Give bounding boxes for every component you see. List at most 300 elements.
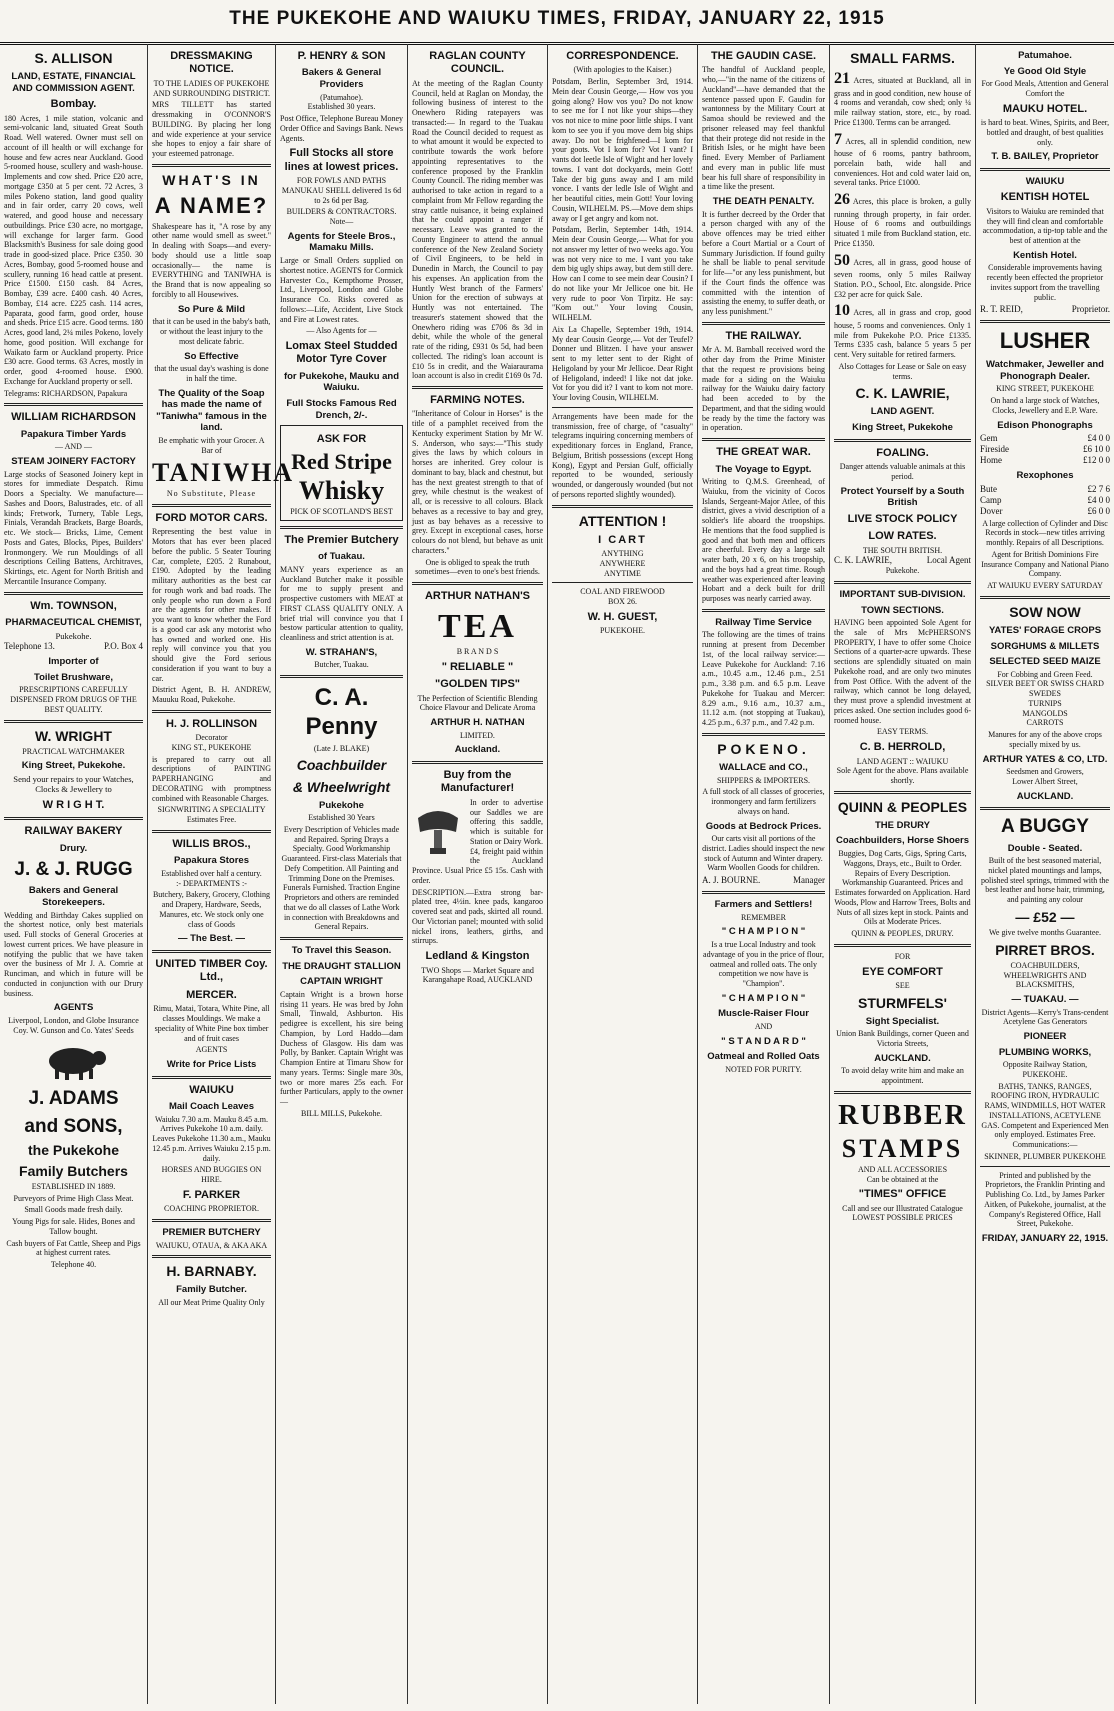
farming-title: FARMING NOTES. (430, 394, 525, 407)
buggy-price: — £52 — (1015, 908, 1075, 925)
buy-body: In order to advertise our Saddles we are offering this saddle, which is suitable for Station or Dairy Work. £4, freight paid within the Auckland Province. Usual Price £5 15s. Cash with order. (412, 797, 543, 885)
pure-heading: So Pure & Mild (177, 303, 246, 315)
dress-body: MRS TILLETT has started dressmaking in O'CONNOR'S BUILDING. By placing her long and wide experience at your service she hopes to enjoy a fair share of your esteemed patronage. (152, 100, 271, 159)
rexophone-price-list (980, 484, 1110, 517)
richardson-factory: STEAM JOINERY FACTORY (11, 456, 136, 468)
penny-body: Every Description of Vehicles made and Repaired. Spring Drays a Specialty. Good Workmanship Guaranteed. First-class Materials that Defy Competition. All Painting and Trimming Done on the Premises. Funerals Furnished. Traction Engine Proprietors and others are reminded that we do all classes of Lathe Work in connection with Breakdowns and General Repairs. (281, 824, 402, 932)
accessories: AND ALL ACCESSORIES (857, 1164, 948, 1174)
brands: B R A N D S (456, 647, 499, 657)
farm-cottages: Also Cottages for Lease or Sale on easy terms. (838, 361, 967, 381)
stallion-sub: CAPTAIN WRIGHT (300, 976, 383, 988)
telegrams: Telegrams: RICHARDSON, Papakura (4, 388, 128, 398)
bakery-place: Drury. (59, 842, 88, 854)
district-agents: District Agents—Kerry's Trans-cendent Acetylene Gas Generators (981, 1007, 1109, 1027)
stallion-body: Captain Wright is a brown horse rising 11 years. He was bred by John Small, Tinwald, Ashburton. His pedigree is excellent, his sire being Champion, by Lord Haddo—dam Duchess of Glasgow. His dam was Polly, by Banker. Captain Wright was Champion Entire at Timaru Show for many years. Terms: Single mare 30s, two or more mares 25s each. For further Particulars, apply to the owner— (280, 989, 403, 1107)
livestock-policy: LIVE STOCK POLICY (847, 512, 958, 525)
penny-coach: Coachbuilder (296, 757, 387, 774)
edison: Edison Phonographs (997, 419, 1093, 431)
quinn-sub2: Coachbuilders, Horse Shoers (835, 835, 970, 847)
issue-date: FRIDAY, JANUARY 22, 1915. (981, 1233, 1109, 1245)
wallace-boots: Goods at Bedrock Prices. (705, 820, 822, 832)
golden-tips: "GOLDEN TIPS" (435, 678, 520, 691)
penny-late: (Late J. BLAKE) (313, 743, 370, 753)
wallace-body2: Our carts visit all portions of the district. Ladies should inspect the new stock of Autumn and Winter drapery. Warm Woollen Goods for children. (702, 834, 825, 873)
muscle-raiser: Muscle-Raiser Flour (718, 1008, 809, 1020)
adams-sub: the Pukekohe (27, 1141, 120, 1158)
allison-body: 180 Acres, 1 mile station, volcanic and semi-volcanic land, situated Great South Road. Well watered. Owner must sell on account of ill health or will exchange for house and few acres near Auckland. Good 5-roomed house, scullery and wash-house. Implements and cow shed. Price £20 acre, mortgage £350 at 5 per cent. 72 Acres, 3 miles Pokeno station, land good quality and in fair order, carry 20 cows, well watered, and good house and necessary outbuildings. Price £30 acre, no mortgage, will exchange for larger farm. Good Blacksmith's Business for sale doing good trade in good-sized place. Price £350. 30 Acres, Bombay, good 5-roomed house and scullery, running 16 head cattle at present. Price £1500. £150 cash. 84 Acres, Bombay, £39 acre. £400 cash. 40 Acres, Bombay, £14 acre. £225 cash. 114 acres, Paparata, good farm, good order, house and sheds. Price £15 acre. Good terms. 180 Acres, good land, 2¼ miles Pokeno, lovely home, good position. Will exchange for Waikato farm or Auckland property. Price £30 acre. Good terms. 63 Acres, mostly in order, good 4-roomed house. £900. Exchange for Auckland property or sell. (4, 113, 143, 386)
nathan-name: ARTHUR H. NATHAN (430, 717, 525, 729)
pick-of-scotland: PICK OF SCOTLAND'S BEST (290, 507, 393, 517)
redstripe-ad (280, 425, 403, 521)
rollinson-body: is prepared to carry out all descriptions of PAINTING PAPERHANGING and DECORATING with promptness combined with Reasonable Charges. (152, 754, 271, 803)
stallion-title: To Travel this Season. (291, 945, 392, 957)
farmers-remember: REMEMBER (741, 912, 786, 922)
price-value: £4 0 0 (1087, 433, 1110, 444)
ford-agent: District Agent, B. H. ANDREW, Mauuku Road, Pukekohe. (152, 685, 271, 705)
column-3 (276, 44, 408, 1704)
ford-title: FORD MOTOR CARS. (155, 511, 268, 524)
mangolds: MANGOLDS (1022, 708, 1068, 718)
guest-name: W. H. GUEST, (587, 610, 658, 623)
gaudin-title: THE GAUDIN CASE. (710, 50, 817, 62)
farm2-body: Acres, all in splendid condition, new house of 6 rooms, pantry bathroom, porcelain bath, wide hall and conveniences. Hot and cold water laid on, several tanks. Price £1000. (834, 136, 972, 188)
farm4-num: 50 (834, 251, 850, 269)
price-item: Home (980, 455, 1002, 466)
willis-sub: Papakura Stores (174, 855, 249, 867)
lawrie-sub: LAND AGENT. (870, 406, 935, 418)
price-value: £12 0 0 (1083, 455, 1110, 466)
herrold-body: Sole Agent for the above. Plans available shortly. (836, 766, 969, 786)
barnaby-name: H. BARNABY. (166, 1263, 257, 1280)
war-title: THE GREAT WAR. (716, 446, 811, 459)
united-name: UNITED TIMBER Coy. Ltd., (155, 958, 268, 984)
premier-butchery: PREMIER BUTCHERY (162, 1226, 261, 1238)
farmers-title: Farmers and Settlers! (714, 899, 813, 911)
lawrie2-sub: Local Agent (926, 555, 971, 566)
sheep-illustration (37, 1041, 111, 1081)
townson-sub: PHARMACEUTICAL CHEMIST, (5, 617, 142, 629)
death-body: It is further decreed by the Order that a person charged with any of the above offences may be tried either before a Court Martial or a Court of Summary Jurisdiction. If found guilty he shall be liable to penal servitude for life—"or any less punishment, but if the Court finds the offence was committed with the intention of assisting the enemy, to suffer death, or any less punishment." (702, 209, 825, 317)
price-row (980, 484, 1110, 495)
ask-for: ASK FOR (316, 433, 367, 446)
herrold-name: C. B. HERROLD, (859, 741, 946, 754)
rugg-name: J. & J. RUGG (14, 859, 133, 881)
yates-sub: Seedsmen and Growers, (1006, 767, 1084, 777)
coal: COAL AND FIREWOOD (580, 587, 665, 597)
lawrie2-row (834, 555, 971, 566)
nathan-ltd: LIMITED. (460, 730, 495, 740)
foaling-title: FOALING. (876, 446, 929, 459)
price-row (980, 433, 1110, 444)
farm2-num: 7 (834, 130, 842, 148)
price-item: Gem (980, 433, 998, 444)
column-8 (976, 44, 1114, 1704)
lusher-saturday: AT WAIUKU EVERY SATURDAY (987, 581, 1103, 591)
mercer: MERCER. (186, 988, 237, 1001)
wallace-manager-row (702, 875, 825, 886)
swedes: SWEDES (1029, 689, 1061, 699)
kentish-body: Visitors to Waiuku are reminded that they will find clean and comfortable accommodation, a tip-top table and the best of attention at the (982, 206, 1108, 246)
corr-closing: Arrangements have been made for the transmission, free of charge, of "casualty" telegrams inquiring concerning members of expeditionary forces in England, France, Belgium, British possessions (except Hong Kong), Egypt and Persian Gulf, officially reported to be wounded, seriously wounded, or dangerously wounded (but not of persons reported slightly wounded). (552, 411, 693, 499)
henry-place: (Patumahoe). (320, 92, 363, 102)
united-price: Write for Price Lists (166, 1059, 257, 1070)
sight-place: AUCKLAND. (874, 1052, 931, 1064)
farm3-num: 26 (834, 191, 850, 209)
wright-to: W R I G H T. (42, 798, 105, 811)
cobbing: For Cobbing and Green Feed. (997, 669, 1093, 679)
sight-avoid: To avoid delay write him and make an appointment. (841, 1066, 964, 1086)
adams-sub2: Family Butchers (19, 1162, 128, 1179)
townson-phone: Telephone 13. (4, 641, 55, 652)
foaling-body: Danger attends valuable animals at this period. (839, 462, 966, 481)
edison-price-list (980, 433, 1110, 466)
lawrie-name: C. K. LAWRIE, (855, 385, 950, 402)
buggy-body: Built of the best seasoned material, nickel plated mountings and lamps, polished steel springs, trimmed with the best leather and horse hair, trimming, and painting any colour (981, 856, 1109, 905)
wallace-name: WALLACE and CO., (719, 762, 808, 774)
rollinson-est: Estimates Free. (186, 815, 237, 825)
lawrie2-place: Pukekohe. (885, 566, 920, 576)
rugg-sub: Bakers and General Storekeepers. (28, 885, 119, 909)
lusher-body: On hand a large stock of Watches, Clocks, Jewellery and E.P. Ware. (990, 396, 1100, 415)
box-26: BOX 26. (608, 597, 637, 607)
small-farms-title: SMALL FARMS. (850, 50, 955, 66)
wallace-bourne: A. J. BOURNE. (702, 875, 761, 886)
and: AND (754, 1021, 773, 1031)
effective-body: that the usual day's washing is done in half the time. (154, 364, 269, 383)
townson-body: PRESCRIPTIONS CAREFULLY DISPENSED FROM DRUGS OF THE BEST QUALITY. (10, 685, 137, 714)
skinner: SKINNER, PLUMBER PUKEKOHE (984, 1151, 1106, 1161)
choice: Choice Flavour and Delicate Aroma (419, 703, 536, 713)
farming-close: One is obliged to speak the truth sometimes—even to one's best friends. (415, 557, 540, 577)
yates-forage: YATES' FORAGE CROPS (988, 624, 1102, 636)
no-substitute: No Substitute, Please (166, 489, 257, 499)
farm1-body: Acres, situated at Buckland, all in grass and in good condition, new house of 4 rooms and verandah, cow shed; only ¼ mile railway station, store, etc., by road. Price £1300. Terms can be arranged. (834, 76, 971, 127)
subdiv-sub: TOWN SECTIONS. (861, 604, 944, 616)
adams-small-goods: Small Goods made fresh daily. (24, 1205, 123, 1215)
wallace-sub: SHIPPERS & IMPORTERS. (716, 775, 811, 785)
sturmfels: STURMFELS' (858, 994, 947, 1011)
subdiv-body: HAVING been appointed Sole Agent for the sale of Mrs McPHERSON'S PROPERTY, I have to offer some Choice Sections of a quarter-acre upwards. These sections are splendidly situated on main Pukekohe road, and are only two minutes from Post Office. With the advent of the railway, which cannot be long delayed, they must prove a splendid investment at prices asked. One section includes good 6-roomed house. (834, 618, 971, 725)
lomax-stock: Full Stocks Famous Red Drench, 2/-. (286, 398, 397, 421)
eye-for: FOR (894, 951, 911, 961)
adams-body: Purveyors of Prime High Class Meat. (13, 1193, 134, 1203)
yates-street: Lower Albert Street, (1012, 777, 1078, 787)
mauku-body: is hard to beat. Wines, Spirits, and Beer, bottled and draught, of best qualities only. (980, 118, 1110, 147)
premier-sub: WAIUKU, OTAUA, & AKA AKA (155, 1240, 268, 1250)
south-british: THE SOUTH BRITISH. (862, 545, 943, 555)
yates-name: ARTHUR YATES & CO, LTD. (982, 753, 1108, 765)
wright-place: King Street, Pukekohe. (21, 760, 126, 772)
saddle-illustration (412, 800, 464, 860)
henry-est: Established 30 years. (307, 102, 376, 112)
nathan-title: ARTHUR NATHAN'S (424, 590, 531, 603)
price-row (980, 455, 1110, 466)
willis-best: — The Best. — (177, 933, 246, 945)
a-name: A NAME? (154, 192, 269, 218)
adams-phone: Telephone 40. (50, 1260, 97, 1270)
rugg-body: Wedding and Birthday Cakes supplied on the shortest notice, only best materials used. Full stocks of General Groceries at lowest current prices. We have pleasure in notifying the public that we have taken over the business of Mr J. A. Comrie at Runciman, and which in future will be conducted in conjunction with our Drury business. (4, 910, 143, 998)
kentish2: Kentish Hotel. (1013, 249, 1077, 261)
corr-body2: Potsdam, Berlin, September 14th, 1914. Mein dear Cousin George,— What for you not answer my letter of two weeks ago. You was not very nice to me. I vant you take dem big ugly ships away, but dem still dere. How can I come to see mein dear Cousin? I do not like your Mr Jellicoe one bit. He very rude to poor Von Tirpitz. He say: "Kom out." Your loving Cousin, WILHELM. (552, 225, 693, 323)
column-5 (548, 44, 698, 1704)
henry-also: — Also Agents for — (306, 326, 377, 336)
lowest-prices: LOWEST POSSIBLE PRICES (852, 1213, 953, 1223)
parker-sub: COACHING PROPRIETOR. (164, 1204, 259, 1214)
wallace-mgr: Manager (793, 875, 825, 886)
column-6 (698, 44, 830, 1704)
raglan-body: At the meeting of the Raglan County Council, held at Raglan on Monday, the following business of interest to the Onewhero Riding ratepayers was transacted:— In regard to the Tuakau Road the Council decided to request as to what amount it would be expected to contribute towards the work before appointing representatives to the conference proposed by the Franklin County Council. The riding member was authorised to take action in regard to a complaint from Mr Fellow regarding the stray cattle nuisance, it being explained that he could appoint a ranger if necessary. Leave was granted to the County Engineer to attend the annual conference of the New Zealand Society of Civil Engineers, to be held in Dunedin in March, the Council to pay his expenses. An application from the Huntly West branch of the Farmers' Union for the erection of subways at Huntly was not entertained. The treasurer's statement showed that the Onewhero riding was £706 8s 3d in debit, while the whole of the general rate of the riding, £931 0s 5d, had been collected. The riding's loan account is £10 5s in credit, and the Waiaraurama loan account is also in credit £169 0s 7d. (412, 78, 543, 381)
henry-builders: BUILDERS & CONTRACTORS. Note— (286, 207, 397, 227)
penny-est: Established 30 Years (308, 813, 375, 823)
champion-body: Is a true Local Industry and took advantage of you in the price of flour, oatmeal and rolled oats. The only competition we now have is "Champion". (703, 940, 824, 989)
premier-tuakau-name: The Premier Butchery (284, 533, 399, 546)
lusher-body2: A large collection of Cylinder and Disc Records in stock—new titles arriving monthly. Repairs of all Descriptions. (982, 518, 1108, 548)
death-title: THE DEATH PENALTY. (712, 196, 815, 208)
ford-body: Representing the best value in Motors that has ever been placed before the public. 5 Seater Touring Car, complete, £205. 2 Runabout, £190. Adopted by the leading military authorities as the best car for rough work and bad roads. The only people who run down a Ford are the agents for other makes. If you want to know whether the Ford is a good car ask any motorist who has owned and worked one. His reply will convince you that you should give the Ford serious consideration if you want to buy a car. (152, 527, 271, 683)
price-item: Fireside (980, 444, 1009, 455)
eye-see: SEE (895, 980, 910, 990)
pirret-sub: COACHBUILDERS, WHEELWRIGHTS AND BLACKSMITHS, (1003, 960, 1087, 990)
corr-apology: (With apologies to the Kaiser.) (573, 65, 672, 75)
willis-body: Butchery, Bakery, Grocery, Clothing and Drapery, Hardware, Seeds, Manures, etc. We stock only one class of Goods (152, 890, 271, 929)
townson-contacts (4, 641, 143, 652)
manures: Manures for any of the above crops specially mixed by us. (988, 730, 1102, 749)
dress-sub: TO THE LADIES OF PUKEKOHE AND SURROUNDING DISTRICT. (153, 78, 270, 98)
protect: Protect Yourself by a South British (840, 485, 965, 509)
style-sub: For Good Meals, Attention and General Comfort the (981, 79, 1109, 98)
double-seated: Double - Seated. (1007, 842, 1083, 854)
anywhere: ANYWHERE (599, 558, 646, 568)
pirret: PIRRET BROS. (995, 941, 1095, 958)
mauku-hotel: MAUKU HOTEL. (1002, 102, 1088, 115)
lawrie-place: King Street, Pukekohe (852, 422, 953, 434)
dress-title: DRESSMAKING NOTICE. (170, 50, 253, 76)
pure-body: that it can be used in the baby's bath, or without the least injury to the most delicate fabric. (152, 317, 271, 346)
maize: SELECTED SEED MAIZE (989, 656, 1101, 668)
sight-body: Union Bank Buildings, corner Queen and Victoria Streets, (836, 1029, 969, 1049)
henry-full: Full Stocks all store lines at lowest prices. (284, 147, 399, 173)
lusher-agent: Agent for British Dominions Fire Insurance Company and National Piano Company. (981, 549, 1109, 579)
lawrie2-name: C. K. LAWRIE, (834, 555, 893, 566)
kentish-hotel: KENTISH HOTEL (1000, 191, 1090, 204)
redstripe: Red Stripe (291, 448, 392, 474)
stamps: STAMPS (841, 1134, 964, 1164)
rexophones: Rexophones (1016, 470, 1074, 482)
reliable: " RELIABLE " (441, 660, 514, 673)
quinn-close: QUINN & PEOPLES, DRURY. (851, 929, 954, 939)
adams-est: ESTABLISHED IN 1889. (31, 1181, 116, 1191)
subdiv-title: IMPORTANT SUB-DIVISION. (839, 588, 966, 600)
townson-place: Pukekohe. (55, 630, 92, 641)
farm4-body: Acres, all in grass, good house of seven rooms, only 5 miles Railway Station. P.O., School, Etc. alongside. Price £32 per acre for quick Sale. (834, 257, 971, 299)
quality-line: The Quality of the Soap has made the name of "Taniwha" famous in the land. (156, 387, 267, 434)
pirret-place: — TUAKAU. — (1011, 994, 1079, 1005)
corr-body: Potsdam, Berlin, September 3rd, 1914. Mein dear Cousin George,— How vos you going along? How vos you? Do not know to see me for I not like your ships—they vos not nice to mine poor little ships. I vant kom to see you if you move dem big ships away. Do not be frighfened—I kom for your goots. Vot I kom for? Vot I vant? I vants dot leetle Isle of Wight and her lovely towns. I vant dot dockyards, mein Gott! Take der big guns away and I am mild vonce. I vants der ledle Isle of Wight and her beautiful cities, mein Gott! Your loving Cousin, WILHELM. PS.—Move dem ships away or I get angry and kom not. (552, 77, 693, 223)
wright-name: W. WRIGHT (35, 727, 112, 744)
strahan-sub: Butcher, Tuakau. (314, 660, 369, 670)
champion: " C H A M P I O N " (721, 926, 806, 938)
farm5-body: Acres, all in grass and crop, good house, 5 rooms and conveniences. Only 1 mile from Pukekohe P.O. Price £1335. Terms £335 cash, balance 5 years 5 per cent. Very suitable for retired farmers. (834, 308, 971, 360)
farm1-num: 21 (834, 70, 850, 88)
price-value: £6 0 0 (1087, 505, 1110, 516)
i-cart: I CART (598, 533, 647, 546)
farming-body: "Inheritance of Colour in Horses" is the title of a pamphlet received from the Kentucky experiment Station by Mr W. S. Anderson, who says:—"This study gives the laws by which colours in horses are inherited. Grey colour is dominant to bay, black and chestnut, but has the next greatest strength to that of grey, while chestnut is the weakest of all, or is recessive to all colours. Black behaves as a recessive to bay and grey, just as bay behaves as a recessive to grey. Except in exceptional cases, horse colours do not blend, but behave as unit characters." (412, 409, 543, 555)
nathan-place: Auckland. (454, 744, 501, 756)
plumbing-sub: Opposite Railway Station, (1002, 1060, 1088, 1070)
turnips: TURNIPS (1028, 698, 1062, 708)
richardson-and: — AND — (55, 442, 92, 452)
rugg-agents-body: Liverpool, London, and Globe Insurance Coy. W. Gunson and Co. Yates' Seeds (8, 1015, 139, 1035)
willis-dept: :- DEPARTMENTS :- (176, 878, 247, 888)
barnaby-body: All our Meat Prime Quality Only (158, 1297, 265, 1307)
waiuku-body: Waiuku 7.30 a.m. Mauku 8.45 a.m. Arrives Pukekohe 10 a.m. daily. Leaves Pukekohe 11.30 a.m., Mauku 12.45 p.m. Arrives Waiuku 2.15 p.m. daily. (152, 1114, 271, 1163)
railway-body: Mr A. M. Barnball received word the other day from the Prime Minister that the request re provisions being made for a siding on the Waiuku railway for the Waiuku dairy factory had been acceded to by the Department, and that the siding would be ready by the time the factory was in operation. (702, 345, 825, 433)
raglan-title: RAGLAN COUNTY COUNCIL. (429, 50, 526, 76)
shakespeare-body: Shakespeare has it, "A rose by any other name would smell as sweet." In dealing with Soaps—and every-body should use a little soap occasionally— the name is EVERYTHING and TANIWHA is the Brand that is now appealing so forcibly to all Housewives. (152, 221, 271, 299)
lusher: LUSHER (999, 328, 1091, 354)
adams-name: J. ADAMS (28, 1088, 119, 1110)
timetable-title: Railway Time Service (715, 616, 812, 628)
quinn-sub: THE DRURY (874, 819, 931, 831)
richardson-body: Large stocks of Seasoned Joinery kept in stores for immediate Despatch. Rimu Doors a Specialty. We manufacture— Sashes and Doors, Balustrades, etc. of all kinds; Fretwork, Turnery, Table Legs, Finials, Verandah Brackets, Barge Boards, etc. We stock— Bricks, Lime, Cement Posts and Gates, Blocks, Pipes, Builders' Ironmongery. We run Mouldings of all descriptions Ceiling Battens, Architraves, Skirtings, etc. Agent for North British and Mercantile Insurance Company. (4, 469, 143, 586)
premier-tuakau-body: MANY years experience as an Auckland Butcher make it possible for me to supply present and prospective customers with MEAT at FIRST CLASS QUALITY ONLY. A brief trial will convince you that I bestow particular attention to quality, cleanliness and strict attention is at. (280, 564, 403, 643)
gaudin-body: The handful of Auckland people, who,—"in the name of the citizens of Auckland"—have demanded that the sentence passed upon F. Gaudin for wantonness by the Military Court at Samoa should be reviewed and the prisoner released may feel thankful that their protege did not reside in the British Isles, or he might have been fined. Every Member of Parliament and every man in public life must bear his full share of responsibility in a time like the present. (702, 65, 825, 192)
perfection: The Perfection of Scientific Blending (417, 693, 538, 703)
price-item: Bute (980, 483, 997, 494)
taniwha-brand: TANIWHA (152, 458, 295, 488)
richardson-sub: Papakura Timber Yards (20, 428, 127, 440)
effective-heading: So Effective (184, 350, 239, 362)
champion2: " C H A M P I O N " (721, 992, 806, 1004)
sorghums: SORGHUMS & MILLETS (990, 640, 1100, 652)
townson-importer: Importer of (48, 656, 99, 668)
rollinson-place: KING ST., PUKEKOHE (171, 742, 252, 752)
lusher-sub: Watchmaker, Jeweller and Phonograph Dealer. (986, 359, 1104, 382)
price-value: £6 10 0 (1083, 444, 1110, 455)
barnaby-sub: Family Butcher. (176, 1284, 247, 1296)
adams-pigs: Young Pigs for sale. Hides, Bones and Tallow bought. (12, 1217, 135, 1236)
whats-in: WHAT'S IN (162, 171, 261, 188)
bailey: T. B. BAILEY, Proprietor (991, 151, 1099, 163)
herrold-sub: LAND AGENT :: WAIUKU (856, 756, 949, 766)
war-sub: The Voyage to Egypt. (715, 463, 812, 475)
reid-sub: Proprietor. (1071, 304, 1110, 315)
rollinson-sub: Decorator (195, 733, 228, 743)
reid-name: R. T. REID, (980, 304, 1023, 315)
corr-body3: Aix La Chapelle, September 19th, 1914. My dear Cousin George,— Vot der Teufel? Donner und Blitzen. I have your answer sent to my letter sent to der Right of Heligoland by your Mr Jellicoe. Dear Right of Heligoland, indeed! I like not dat joke. Vot for you did it? I vant to kom not more. Your loving Cousin, WILHELM. (552, 324, 693, 403)
townson-box: P.O. Box 4 (103, 641, 143, 652)
masthead: THE PUKEKOHE AND WAIUKU TIMES, FRIDAY, JANUARY 22, 1915 (0, 0, 1114, 45)
standard: " S T A N D A R D " (721, 1035, 806, 1047)
henry-name: P. HENRY & SON (297, 50, 386, 62)
price-item: Camp (980, 494, 1002, 505)
wallace-body: A full stock of all classes of groceries, ironmongery and farm fertilizers always on hand. (702, 787, 825, 816)
allison-name: S. ALLISON (34, 50, 113, 66)
price-value: £4 0 0 (1087, 494, 1110, 505)
parker-name: F. PARKER (182, 1188, 241, 1201)
noted-for-purity: NOTED FOR PURITY. (725, 1064, 802, 1074)
guarantee: We give twelve months Guarantee. (989, 927, 1101, 937)
sight-specialist: Sight Specialist. (865, 1015, 940, 1027)
buggy: A BUGGY (1001, 816, 1089, 838)
guest-place: PUKEKOHE. (599, 626, 646, 636)
kentish-body2: Considerable improvements having recently been effected the proprietor invites support from the travelling public. (986, 263, 1104, 302)
penny-wheel: & Wheelwright (292, 778, 391, 795)
times-office: "TIMES" OFFICE (858, 1188, 947, 1201)
style: Ye Good Old Style (1003, 65, 1087, 77)
rugg-agents: AGENTS (53, 1002, 94, 1014)
wright-sub: PRACTICAL WATCHMAKER (22, 746, 125, 756)
farm5-num: 10 (834, 302, 850, 320)
henry-sub: Bakers & General Providers (301, 67, 382, 90)
waiuku-horses: HORSES AND BUGGIES ON HIRE. (161, 1165, 262, 1185)
waiuku-title: WAIUKU (189, 1083, 234, 1096)
attention-title: ATTENTION ! (578, 512, 667, 529)
oatmeal: Oatmeal and Rolled Oats (707, 1051, 820, 1063)
penny-place: Pukekohe (319, 799, 364, 811)
henry-body: Post Office, Telephone Bureau Money Order Office and Savings Bank. News Agents. (280, 114, 403, 143)
united-agents: AGENTS (195, 1045, 228, 1055)
tea: TEA (438, 607, 517, 645)
townson-name: Wm. TOWNSON, (30, 599, 117, 612)
stallion-owner: BILL MILLS, Pukekohe. (300, 1108, 383, 1118)
price-item: Dover (980, 505, 1003, 516)
stallion-name: THE DRAUGHT STALLION (282, 960, 401, 972)
richardson-name: WILLIAM RICHARDSON (11, 411, 136, 424)
subdiv-terms: EASY TERMS. (876, 727, 929, 737)
penny-name: C. A. Penny (305, 684, 378, 741)
eye-title: EYE COMFORT (862, 965, 943, 978)
column-1 (0, 44, 148, 1704)
yates-place: AUCKLAND. (1016, 790, 1074, 802)
quinn-name: QUINN & PEOPLES (837, 798, 968, 815)
pioneer: PIONEER (1023, 1031, 1067, 1043)
quinn-body: Buggies, Dog Carts, Gigs, Spring Carts, Waggons, Drays, etc., Built to Order. Repairs of Every Description. Workmanship Guaranteed. Prices and Estimates forwarded on Application. Hard Woods, Plow and Harrow Trees, Bolts and Nuts of all sizes kept in stock. Paints and Oils at Moderate Prices. (834, 849, 971, 927)
adams-cash: Cash buyers of Fat Cattle, Sheep and Pigs at highest current rates. (6, 1238, 141, 1258)
bakery-name: RAILWAY BAKERY (24, 825, 123, 838)
plumbing-place: PUKEKOHE. (1022, 1069, 1068, 1079)
low-rates: LOW RATES. (868, 530, 937, 543)
pokeno-title: POKENO. (717, 740, 810, 757)
townson-brush: Toilet Brushware, (33, 671, 113, 683)
rollinson-name: H. J. ROLLINSON (165, 717, 258, 730)
price-row (980, 444, 1110, 455)
carrots: CARROTS (1026, 718, 1064, 728)
waiuku-heading: WAIUKU (1025, 175, 1065, 187)
ledland-sub: TWO Shops — Market Square and Karangahape Road, AUCKLAND (421, 965, 534, 985)
rollinson-sign: SIGNWRITING A SPECIALITY (157, 805, 266, 815)
wright-body: Send your repairs to your Watches, Clocks & Jewellery to (13, 773, 134, 795)
lomax: Lomax Steel Studded Motor Tyre Cover (285, 340, 398, 366)
anytime: ANYTIME (604, 568, 641, 578)
publisher-credit: Printed and published by the Proprietors, the Franklin Printing and Publishing Co. Ltd., by James Parker Aitken, of Pukekohe, journalist, at the Company's Registered Office, Hall Street, Pukekohe. (984, 1170, 1106, 1229)
column-4 (408, 44, 548, 1704)
strahan: W. STRAHAN'S, (305, 646, 378, 658)
column-7 (830, 44, 976, 1704)
ledland: Ledland & Kingston (425, 950, 530, 963)
willis-est: Established over half a century. (161, 868, 262, 878)
war-body: Writing to Q.M.S. Greenhead, of Waiuku, from the vicinity of Cocos Islands, Sergeant-Major Atlee, of this district, gives a vivid description of a soldier's life aboard the troopships. He mentions that the food supplied is good and that both men and officers are cheerful. Every day a large salt water bath, 20 x 6, on his troopship, and the boys had a great time. Rough weather was experienced after leaving Hobart and a deck built for drill purposes was nearly carried away. (702, 477, 825, 604)
lomax-for: for Pukekohe, Mauku and Waiuku. (283, 370, 400, 394)
patumahoe: Patumahoe. (1018, 50, 1072, 61)
buy-desc: DESCRIPTION.—Extra strong bar-plated tree, 4½in. knee pads, kangaroo covered seat and pads, skirted all round. Our Victorian panel; mounted with solid nickel irons, leathers, girths, and stirrups. (412, 887, 543, 946)
allison-sub: LAND, ESTATE, FINANCIAL AND COMMISSION AGENT. (11, 71, 136, 94)
plumbing-body: BATHS, TANKS, RANGES, ROOFING IRON, HYDRAULIC RAMS, WINDMILLS, HOT WATER INSTALLATIONS, ACETYLENE GAS. Competent and Experienced Men only employed. Estimates Free. Communications:— (981, 1081, 1109, 1150)
price-row (980, 506, 1110, 517)
adams-and: and SONS, (24, 1115, 123, 1137)
lusher-place: KING STREET, PUKEKOHE (996, 384, 1094, 394)
column-2 (148, 44, 295, 1704)
